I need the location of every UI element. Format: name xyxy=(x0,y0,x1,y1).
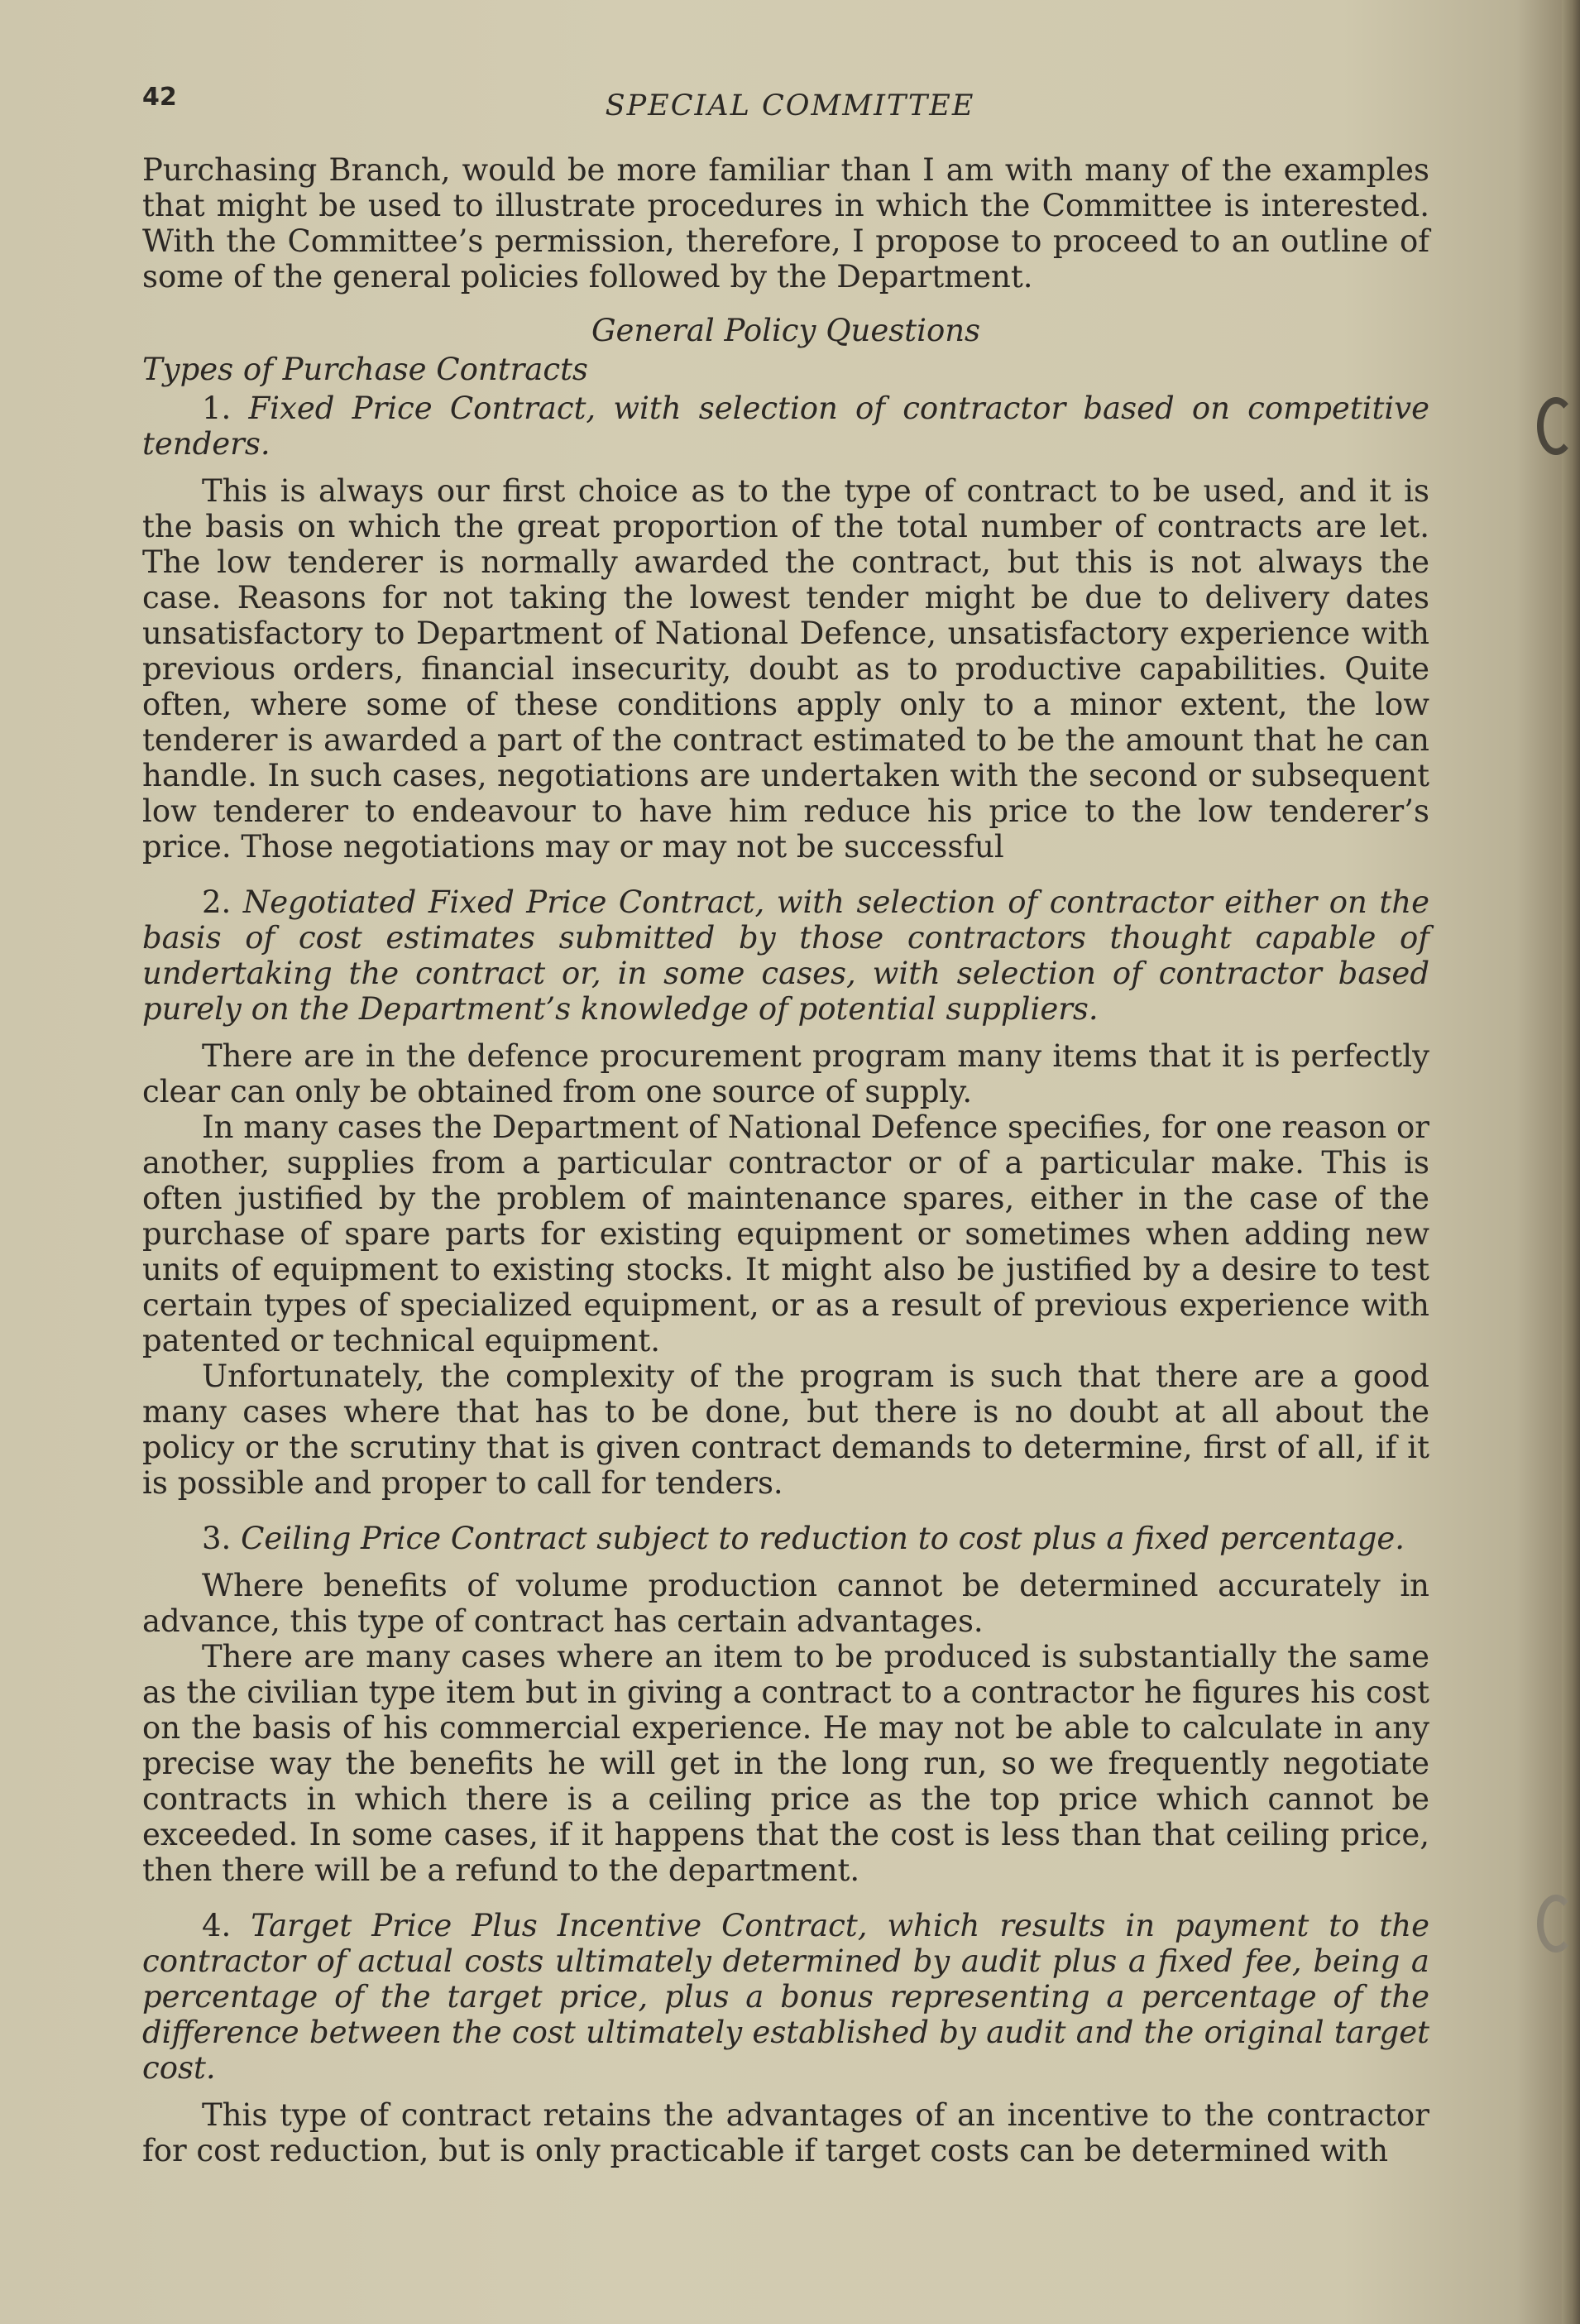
section-heading: General Policy Questions xyxy=(591,313,981,348)
paragraph: There are many cases where an item to be produced is substantially the same as the civilian type item but in giving a contract to a contractor he figures his cost on the basis of his commercial experience. He may not be able to calculate in any precise way the benefits he will get in the long run, so we frequently negotiate contracts in which there is a ceiling price as the top price which cannot be exceeded. In some cases, if it happens that the cost is less than that ceiling price, then there will be a refund to the department. xyxy=(142,1639,1429,1888)
contract-type-3 xyxy=(142,1521,1429,1556)
book-spine xyxy=(1562,0,1580,2324)
item-title: Fixed Price Contract, with selection of contractor based on competitive tenders. xyxy=(142,391,1429,462)
paragraph: Where benefits of volume production cannot be determined accurately in advance, this type of contract has certain advantages. xyxy=(142,1568,1429,1639)
contract-type-4 xyxy=(142,1908,1429,2086)
intro-paragraph: Purchasing Branch, would be more familiar than I am with many of the examples that might be used to illustrate procedures in which the Committee is interested. With the Committee’s permission, therefore, I propose to proceed to an outline of some of the general policies followed by the Department. xyxy=(142,152,1429,295)
contract-type-1 xyxy=(142,391,1429,462)
item-title: Negotiated Fixed Price Contract, with selection of contractor either on the basis of cost estimates submitted by those contractors thought capable of undertaking the contract or, in some cases, with selection of contractor based purely on the Department’s knowledge of potential suppliers. xyxy=(142,884,1429,1027)
paragraph: In many cases the Department of National Defence specifies, for one reason or another, supplies from a particular contractor or of a particular make. This is often justified by the problem of maintenance spares, either in the case of the purchase of spare parts for existing equipment or sometimes when adding new units of equipment to existing stocks. It might also be justified by a desire to test certain types of specialized equipment, or as a result of previous experience with patented or technical equipment. xyxy=(142,1109,1429,1358)
page-number: 42 xyxy=(142,83,177,112)
contract-type-2 xyxy=(142,884,1429,1027)
running-title: SPECIAL COMMITTEE xyxy=(605,89,975,122)
binder-ring-bottom xyxy=(1537,1895,1575,1953)
paragraph: There are in the defence procurement program many items that it is perfectly clear can only be obtained from one source of supply. xyxy=(142,1038,1429,1109)
item-number: 2. xyxy=(202,884,232,920)
item-number: 3. xyxy=(202,1521,232,1556)
item-title: Ceiling Price Contract subject to reduction to cost plus a fixed percentage. xyxy=(241,1521,1405,1556)
paragraph: This is always our first choice as to the type of contract to be used, and it is the basis on which the great proportion of the total number of contracts are let. The low tenderer is normally awarded the contract, but this is not always the case. Reasons for not taking the lowest tender might be due to delivery dates unsatisfactory to Department of National Defence, unsatisfactory experience with previous orders, financial insecurity, doubt as to productive capabilities. Quite often, where some of these conditions apply only to a minor extent, the low tenderer is awarded a part of the contract estimated to be the amount that he can handle. In such cases, negotiations are undertaken with the second or subsequent low tenderer to endeavour to have him reduce his price to the low tenderer’s price. Those negotiations may or may not be successful xyxy=(142,473,1429,865)
item-number: 4. xyxy=(202,1908,232,1943)
item-title: Target Price Plus Incentive Contract, which results in payment to the contractor of actual costs ultimately determined by audit plus a fixed fee, being a percentage of the target price, plus a bonus representing a percentage of the difference between the cost ultimately established by audit and the original target cost. xyxy=(142,1908,1429,2086)
paragraph: This type of contract retains the advantages of an incentive to the contractor for cost reduction, but is only practicable if target costs can be determined with xyxy=(142,2097,1429,2168)
body-text xyxy=(142,152,1429,2168)
subheading: Types of Purchase Contracts xyxy=(142,352,588,387)
item-number: 1. xyxy=(202,391,232,426)
paragraph: Unfortunately, the complexity of the program is such that there are a good many cases where that has to be done, but there is no doubt at all about the policy or the scrutiny that is given contract demands to determine, first of all, if it is possible and proper to call for tenders. xyxy=(142,1358,1429,1501)
binder-ring-top xyxy=(1537,397,1575,455)
